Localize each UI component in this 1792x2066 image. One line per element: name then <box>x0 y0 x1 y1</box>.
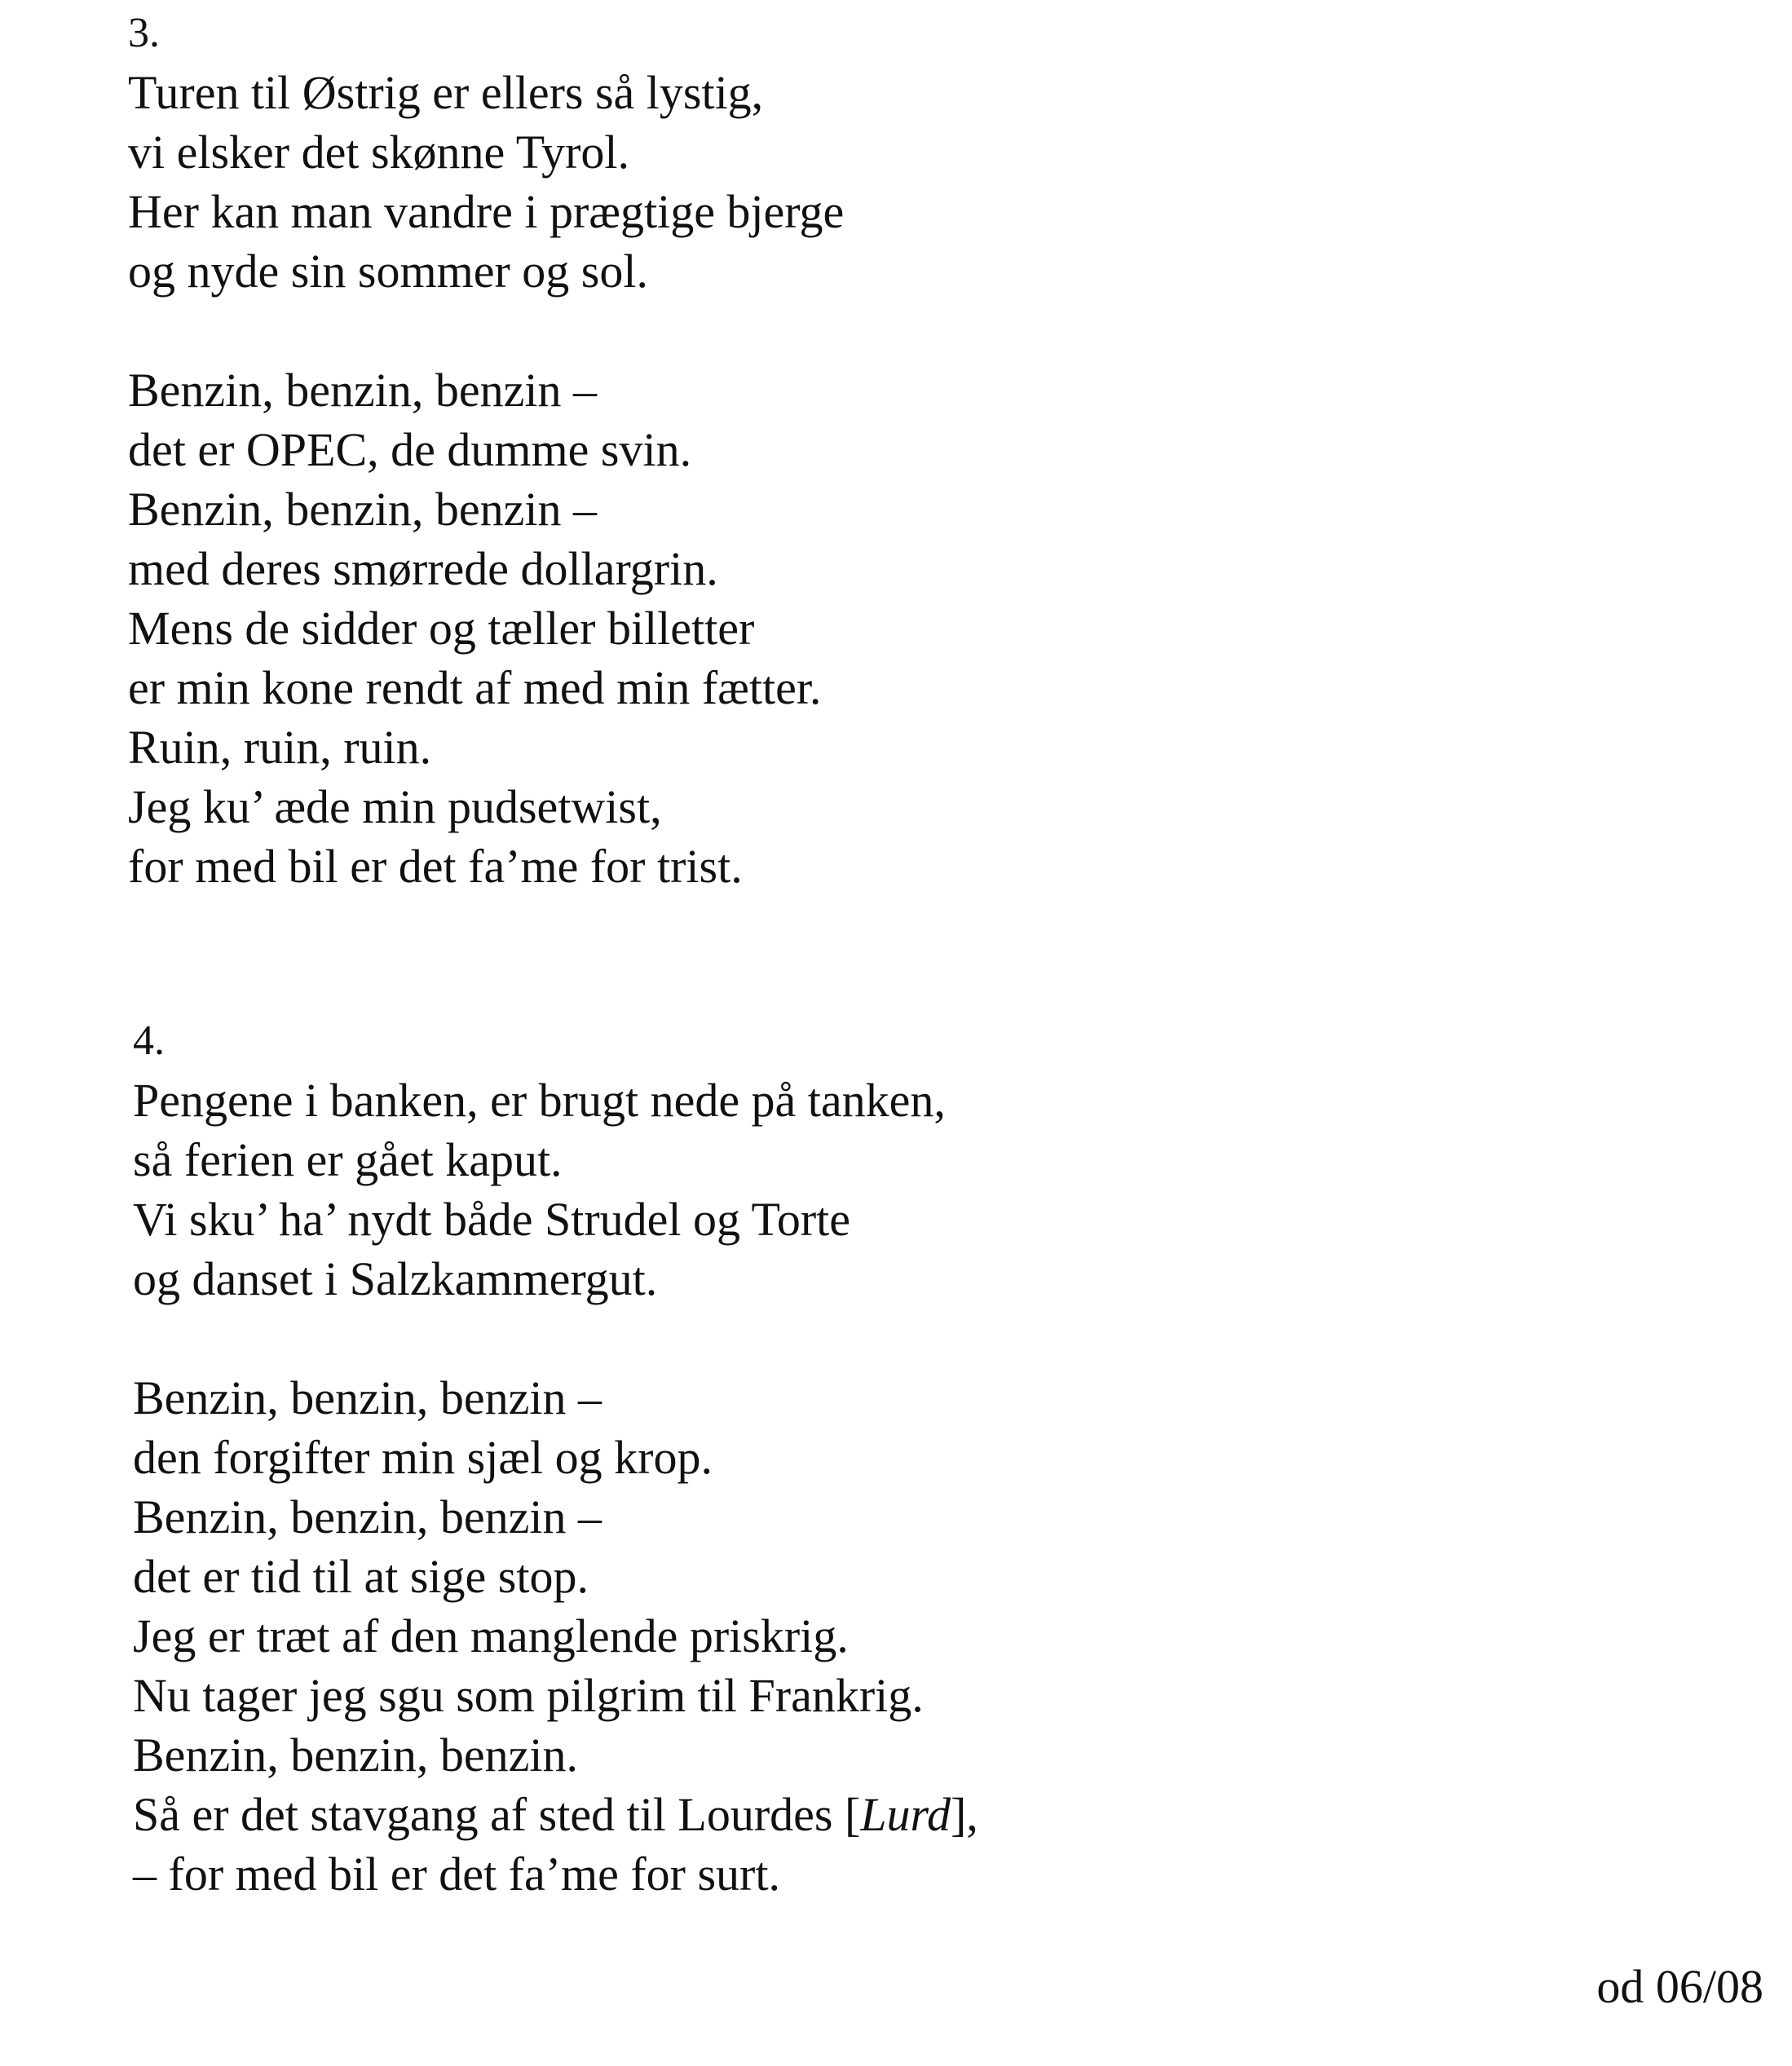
stanza-gap <box>128 301 844 360</box>
verse-line: så ferien er gået kaput. <box>133 1133 563 1186</box>
refrain-line: Mens de sidder og tæller billetter <box>128 602 755 655</box>
refrain-line: Benzin, benzin, benzin – <box>133 1490 602 1543</box>
refrain-line: er min kone rendt af med min fætter. <box>128 661 822 714</box>
refrain-line: med deres smørrede dollargrin. <box>128 542 718 595</box>
verse-line: vi elsker det skønne Tyrol. <box>128 126 630 179</box>
refrain-line: Nu tager jeg sgu som pilgrim til Frankrig. <box>133 1669 924 1722</box>
verse-line: Turen til Østrig er ellers så lystig, <box>128 66 764 119</box>
lourdes-text: Så er det stavgang af sted til Lourdes [ <box>133 1788 861 1841</box>
refrain-line: det er tid til at sige stop. <box>133 1550 589 1603</box>
verse-line: og danset i Salzkammergut. <box>133 1252 658 1305</box>
verse-line: Vi sku’ ha’ nydt både Strudel og Torte <box>133 1193 850 1246</box>
verse-line: Pengene i banken, er brugt nede på tanken, <box>133 1074 946 1127</box>
verse-4 <box>133 1011 978 1904</box>
refrain-line-lourdes <box>133 1785 978 1844</box>
refrain-line: for med bil er det fa’me for trist. <box>128 840 743 893</box>
lourdes-bracket: ], <box>950 1788 978 1841</box>
lourdes-pronunciation: Lurd <box>860 1788 951 1841</box>
verse-number: 3. <box>128 10 160 56</box>
verse-number: 4. <box>133 1018 165 1064</box>
refrain-line: den forgifter min sjæl og krop. <box>133 1431 713 1484</box>
footer-note: od 06/08 <box>1596 1960 1763 2013</box>
verse-line: Her kan man vandre i prægtige bjerge <box>128 185 845 238</box>
refrain-line: Jeg ku’ æde min pudsetwist, <box>128 780 662 833</box>
refrain-line: Benzin, benzin, benzin – <box>133 1371 602 1424</box>
verse-3 <box>128 3 844 896</box>
refrain-line: Jeg er træt af den manglende priskrig. <box>133 1609 849 1662</box>
refrain-line: Benzin, benzin, benzin – <box>128 483 597 536</box>
refrain-line: – for med bil er det fa’me for surt. <box>133 1847 780 1900</box>
stanza-gap <box>133 1309 978 1368</box>
refrain-line: Ruin, ruin, ruin. <box>128 721 432 774</box>
refrain-line: det er OPEC, de dumme svin. <box>128 423 692 476</box>
refrain-line: Benzin, benzin, benzin – <box>128 364 597 417</box>
refrain-line: Benzin, benzin, benzin. <box>133 1728 578 1781</box>
verse-line: og nyde sin sommer og sol. <box>128 245 648 298</box>
